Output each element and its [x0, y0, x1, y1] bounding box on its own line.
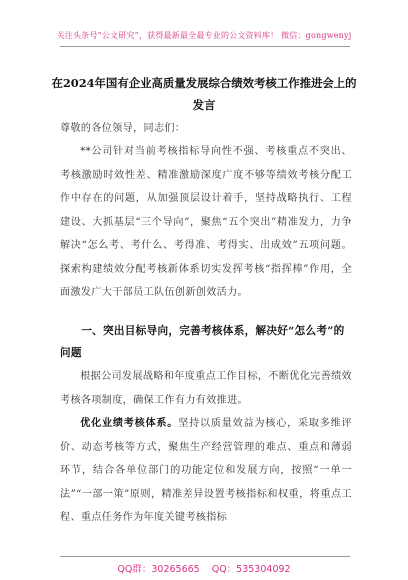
- footer-qq-group: QQ群：30265665: [117, 564, 200, 575]
- paragraph-3: [60, 412, 352, 530]
- paragraph-3-lead: 优化业绩考核体系。: [80, 418, 179, 429]
- footer-qq: QQ：535304092: [211, 564, 291, 575]
- footer-divider: [60, 556, 350, 557]
- paragraph-2: 根据公司发展战略和年度重点工作目标，不断优化完善绩效考核各项制度，确保工作有力有效推进。: [60, 371, 352, 406]
- section-heading-1: 一、突出目标导向，完善考核体系，解决好“怎么考”的问题: [60, 325, 345, 359]
- paragraph-1: **公司针对当前考核指标导向性不强、考核重点不突出、考核激励时效性差、精准激励深度广度不够等绩效考核分配工作中存在的问题，从加强顶层设计着手，坚持战略执行、工程建设、大抓基层“三个导向”，聚焦“五个突出”精准发力，力争解决“怎么考、考什么、考得准、考得实、出成效”五项问题。探索构建绩效分配考核新体系切实发挥考核“指挥棒”作用，全面激发广大干部员工队伍创新创效活力。: [60, 146, 352, 298]
- header-divider: [60, 46, 350, 47]
- header-promo-text: 关注头条号“公文研究”，获得最新最全最专业的公文资料库！ 微信：gongwenyj: [56, 31, 352, 40]
- paragraph-3-body: 坚持以质量效益为核心，采取多维评价、动态考核等方式，聚焦生产经营管理的难点、重点和薄弱环节，结合各单位部门的功能定位和发展方向，按照“一单一法”“一部一策”原则，精准差异设置考核指标和权重，将重点工程、重点任务作为年度关键考核指标: [60, 418, 352, 523]
- document-title: 在2024年国有企业高质量发展综合绩效考核工作推进会上的发言: [51, 76, 357, 112]
- salutation: 尊敬的各位领导，同志们：: [60, 123, 186, 134]
- footer-contact: [0, 561, 408, 575]
